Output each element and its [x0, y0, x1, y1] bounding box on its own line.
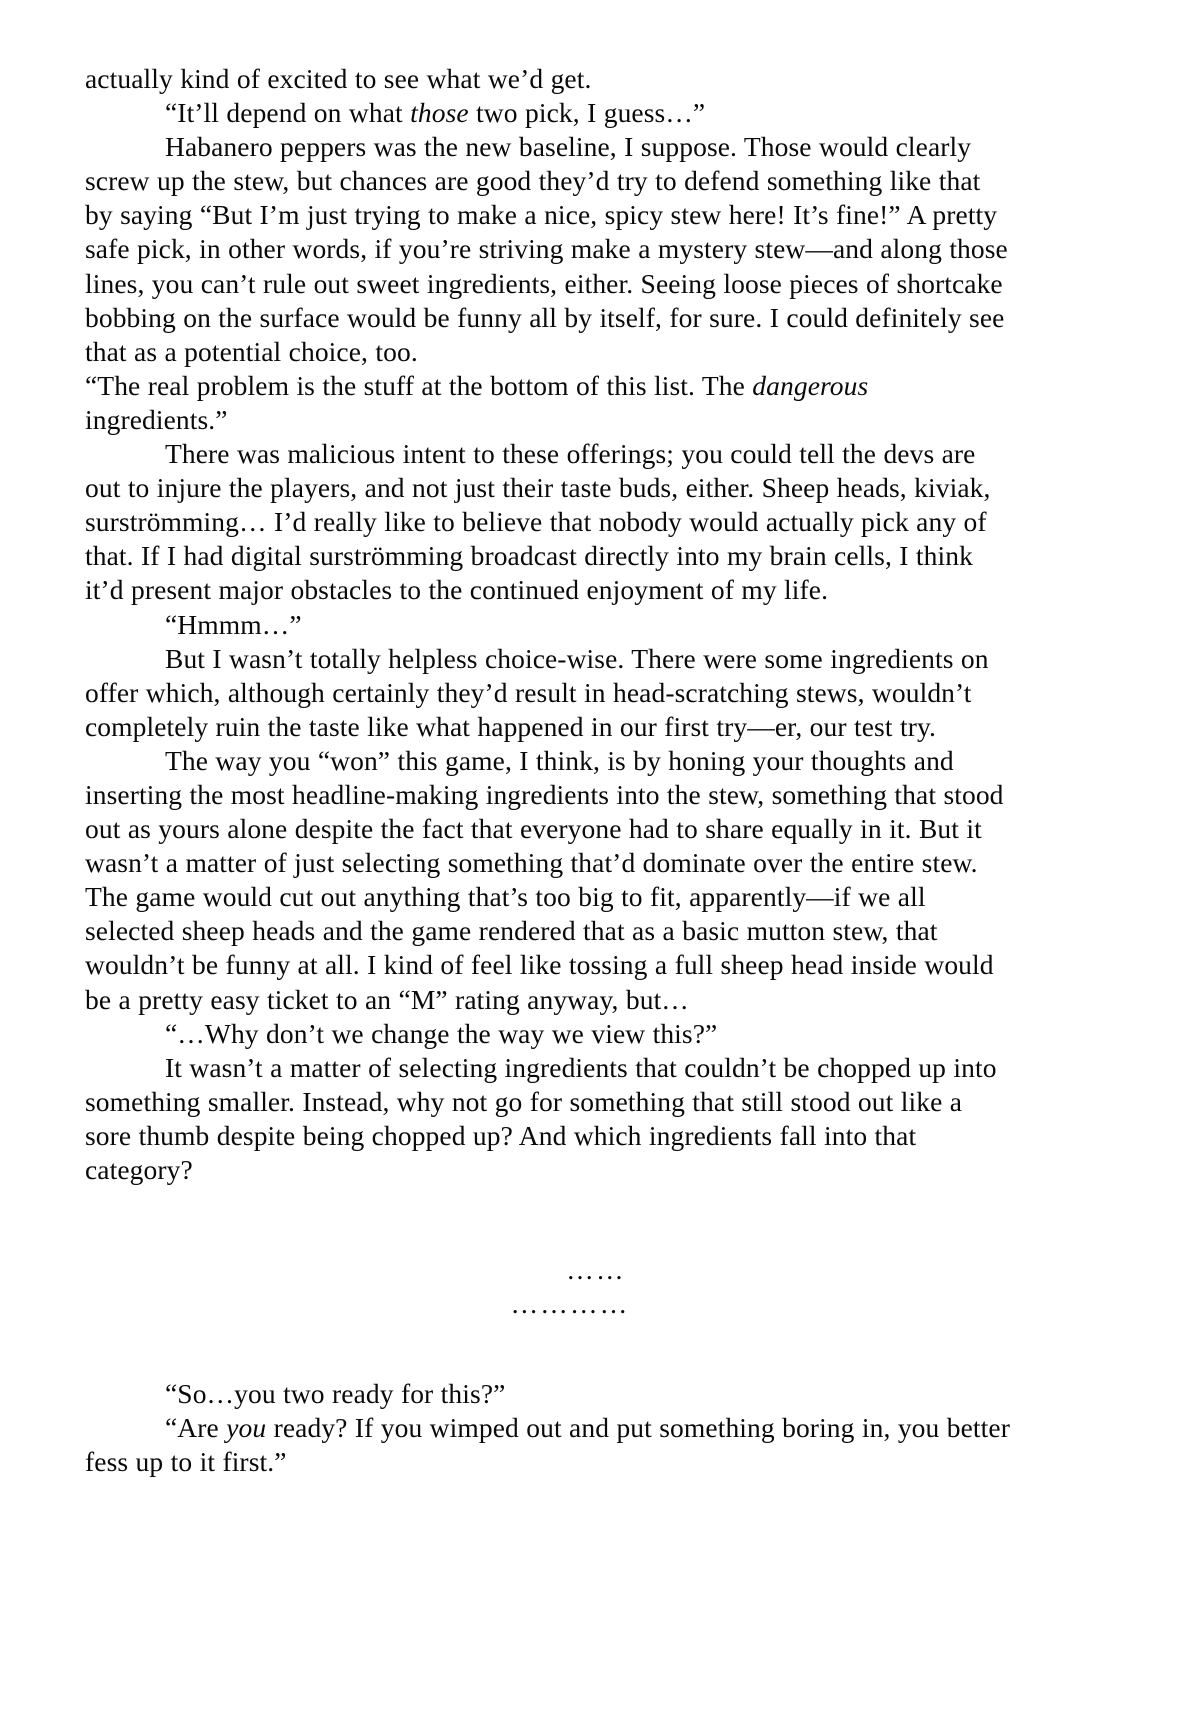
scene-break-divider	[85, 1187, 1015, 1321]
scene-break-line-1: ……	[566, 1254, 626, 1286]
paragraph-9: “…Why don’t we change the way we view this?”	[165, 1017, 718, 1049]
paragraph-10: It wasn’t a matter of selecting ingredients that couldn’t be chopped up into something smaller. Instead, why not go for something that still stood out like a sore thumb despite being chopped up? And which ingredients fall into that category?	[85, 1051, 997, 1185]
paragraph-1: actually kind of excited to see what we’d get.	[85, 63, 592, 94]
paragraph-8: The way you “won” this game, I think, is by honing your thoughts and inserting the most headline-making ingredients into the stew, something that stood out as yours alone despite the fact that everyone had to share equally in it. But it wasn’t a matter of just selecting something that’d dominate over the entire stew. The game would cut out anything that’s too big to fit, apparently—if we all selected sheep heads and the game rendered that as a basic mutton stew, that wouldn’t be funny at all. I kind of feel like tossing a full sheep head inside would be a pretty easy ticket to an “M” rating anyway, but…	[85, 744, 1004, 1015]
emphasis-text: you	[226, 1412, 267, 1444]
paragraph-11: “So…you two ready for this?”	[165, 1378, 506, 1410]
post-divider-spacer	[85, 1321, 1015, 1377]
paragraph-4: “The real problem is the stuff at the bottom of this list. The dangerous ingredients.”	[85, 369, 869, 435]
emphasis-text: those	[410, 97, 469, 129]
scene-break-line-2: …………	[510, 1288, 630, 1320]
paragraph-6: “Hmmm…”	[165, 608, 302, 640]
paragraph-2: “It’ll depend on what those two pick, I guess…”	[165, 97, 706, 129]
paragraph-12: “Are you ready? If you wimped out and put something boring in, you better fess up to it first.”	[85, 1412, 1010, 1478]
page-body-text	[85, 62, 1015, 1480]
paragraph-3: Habanero peppers was the new baseline, I suppose. Those would clearly screw up the stew, but chances are good they’d try to defend something like that by saying “But I’m just trying to make a nice, spicy stew here! It’s fine!” A pretty safe pick, in other words, if you’re striving make a mystery stew—and along those lines, you can’t rule out sweet ingredients, either. Seeing loose pieces of shortcake bobbing on the surface would be funny all by itself, for sure. I could definitely see that as a potential choice, too.	[85, 131, 1008, 367]
emphasis-text: dangerous	[752, 369, 869, 401]
paragraph-7: But I wasn’t totally helpless choice-wise. There were some ingredients on offer which, although certainly they’d result in head-scratching stews, wouldn’t completely ruin the taste like what happened in our first try—er, our test try.	[85, 642, 989, 742]
paragraph-5: There was malicious intent to these offerings; you could tell the devs are out to injure the players, and not just their taste buds, either. Sheep heads, kiviak, surströmming… I’d really like to believe that nobody would actually pick any of that. If I had digital surströmming broadcast directly into my brain cells, I think it’d present major obstacles to the continued enjoyment of my life.	[85, 438, 991, 606]
